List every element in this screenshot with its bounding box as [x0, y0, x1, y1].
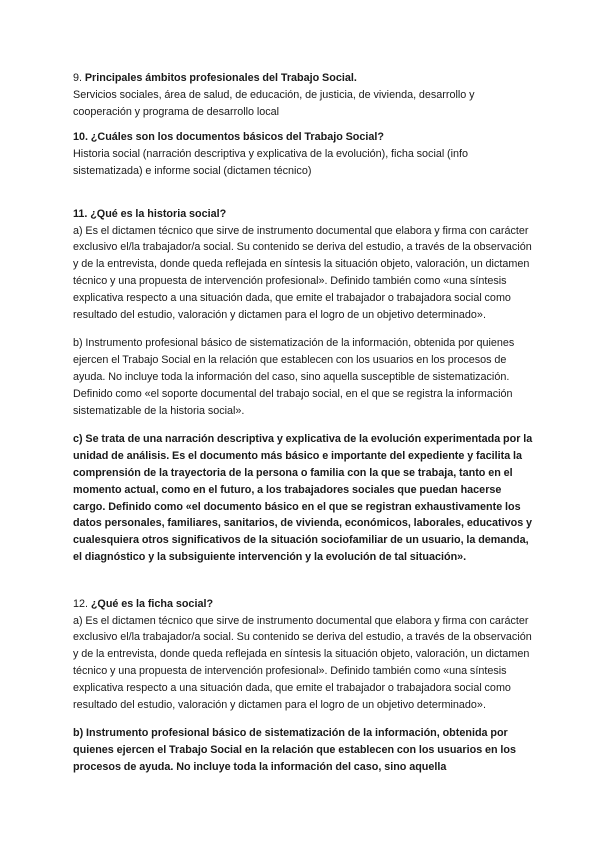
section-10: [73, 129, 533, 179]
question-9-heading: [73, 70, 533, 87]
question-11-heading: [73, 206, 533, 223]
question-12-title: ¿Qué es la ficha social?: [90, 597, 214, 610]
section-9: [73, 70, 533, 120]
question-10-title: 10. ¿Cuáles son los documentos básicos del Trabajo Social?: [73, 131, 384, 144]
answer-11-option-a: a) Es el dictamen técnico que sirve de instrumento documental que elabora y firma con carácter exclusivo el/la trabajador/a social. Su contenido se deriva del estudio, a través de la observación y de la entrevista, donde queda reflejada en síntesis la situación objeto, valoración, un dictamen técnico y una propuesta de intervención profesional». Definido también como «una síntesis explicativa respecto a una situación dada, que emite el trabajador o trabajadora social como resultado del estudio, valoración y dictamen para el logro de un objetivo determinado».: [73, 224, 532, 321]
answer-12-option-a: a) Es el dictamen técnico que sirve de instrumento documental que elabora y firma con carácter exclusivo el/la trabajador/a social. Su contenido se deriva del estudio, a través de la observación y de la entrevista, donde queda reflejada en síntesis la situación objeto, valoración, un dictamen técnico y una propuesta de intervención profesional». Definido también como «una síntesis explicativa respecto a una situación dada, que emite el trabajador o trabajadora social como resultado del estudio, valoración y dictamen para el logro de un objetivo determinado».: [73, 614, 532, 711]
question-9-number: 9.: [73, 72, 83, 84]
answer-12-option-b: b) Instrumento profesional básico de sistematización de la información, obtenida por quienes ejercen el Trabajo Social en la relación que establecen con los usuarios en los procesos de ayuda. No incluye toda la información del caso, sino aquella: [73, 727, 517, 773]
answer-9-text: Servicios sociales, área de salud, de educación, de justicia, de vivienda, desarrollo y cooperación y programa de desarrollo local: [73, 88, 475, 118]
document-page: [73, 70, 533, 776]
question-11-title: 11. ¿Qué es la historia social?: [73, 207, 227, 220]
answer-11-option-b: b) Instrumento profesional básico de sistematización de la información, obtenida por quienes ejercen el Trabajo Social en la relación que establecen con los usuarios en los procesos de ayuda. No incluye toda la información del caso, sino aquella susceptible de sistematización. Definido como «el soporte documental del trabajo social, en el que se registra la información sistematizable de la historia social».: [73, 337, 515, 417]
section-11: [73, 206, 533, 566]
question-12-number: 12.: [73, 597, 89, 610]
answer-10-text: Historia social (narración descriptiva y explicativa de la evolución), ficha social (info sistematizada) e informe social (dictamen técnico): [73, 148, 469, 177]
section-12: [73, 596, 533, 776]
question-9-title: Principales ámbitos profesionales del Trabajo Social.: [84, 72, 357, 84]
question-10-heading: [73, 129, 533, 146]
answer-11-option-c: c) Se trata de una narración descriptiva y explicativa de la evolución experimentada por la unidad de análisis. Es el documento más básico e importante del expediente y facilita la comprensión de la trayectoria de la persona o familia con la que se trabaja, tanto en el momento actual, como en el futuro, a los trabajadores sociales que puedan hacerse cargo. Definido como «el documento básico en el que se registran exhaustivamente los datos personales, familiares, sanitarios, de vivienda, económicos, laborales, educativos y cualesquiera otros significativos de la situación sociofamiliar de un usuario, la demanda, el diagnóstico y la subsiguiente intervención y la evolución de tal situación».: [73, 433, 533, 563]
question-12-heading: [73, 596, 533, 613]
